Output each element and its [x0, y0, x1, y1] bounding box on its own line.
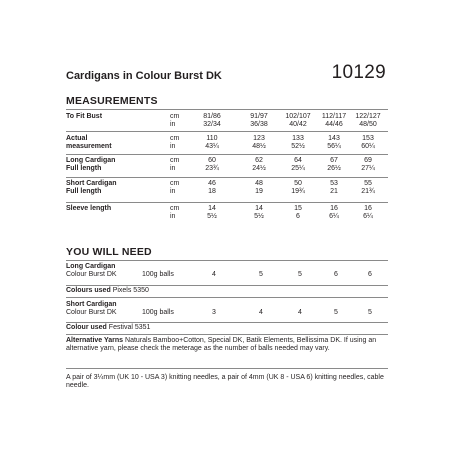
measurement-value: 6¼ — [363, 213, 373, 220]
measurement-label — [66, 135, 166, 151]
long-qty: 4 — [212, 271, 216, 278]
measurement-value: 110 — [206, 135, 218, 142]
unit-label: in — [170, 165, 176, 172]
divider — [66, 297, 388, 298]
short-cardigan-name: Short Cardigan — [66, 301, 117, 308]
measurement-value: 50 — [294, 180, 302, 187]
measurement-value: 24½ — [252, 165, 266, 172]
measurement-label — [66, 157, 166, 173]
divider — [66, 154, 388, 155]
needles-paragraph: A pair of 3¼mm (UK 10 - USA 3) knitting needles, a pair of 4mm (UK 8 - USA 6) knitting needles, cable needle. — [66, 374, 384, 390]
measurement-value: 44/46 — [325, 121, 343, 128]
short-colours-label: Colour used — [66, 324, 107, 331]
unit-label: cm — [170, 135, 180, 142]
long-qty: 5 — [298, 271, 302, 278]
measurement-value: 56¼ — [327, 143, 341, 150]
divider — [66, 285, 388, 286]
measurement-value: 14 — [208, 205, 216, 212]
measurement-value: 16 — [330, 205, 338, 212]
measurement-value: 53 — [330, 180, 338, 187]
long-colours-line — [66, 287, 388, 295]
measurement-value: 143 — [328, 135, 340, 142]
measurement-value: 91/97 — [250, 113, 268, 120]
measurement-value: 19¾ — [291, 188, 305, 195]
measurement-value: 18 — [208, 188, 216, 195]
measurement-value: 46 — [208, 180, 216, 187]
measurement-label — [66, 205, 166, 213]
long-balls-unit: 100g balls — [142, 271, 174, 278]
measurement-value: 60¼ — [361, 143, 375, 150]
measurement-value: 21 — [330, 188, 338, 195]
measurement-label-line: Actual — [66, 135, 88, 142]
long-colours-value: Pixels 5350 — [112, 287, 149, 294]
measurements-heading: MEASUREMENTS — [66, 95, 158, 107]
you-will-need-heading: YOU WILL NEED — [66, 246, 152, 258]
short-qty: 5 — [334, 309, 338, 316]
measurement-label-line: Long Cardigan — [66, 157, 116, 164]
measurement-value: 19 — [255, 188, 263, 195]
measurement-label-line: Full length — [66, 188, 102, 195]
measurement-value: 52½ — [291, 143, 305, 150]
long-colours-label: Colours used — [66, 287, 111, 294]
measurement-value: 14 — [255, 205, 263, 212]
measurement-label-line: To Fit Bust — [66, 113, 103, 120]
divider — [66, 368, 388, 369]
long-qty: 6 — [368, 271, 372, 278]
divider — [66, 260, 388, 261]
unit-label: cm — [170, 157, 180, 164]
measurement-value: 55 — [364, 180, 372, 187]
unit-label: cm — [170, 205, 180, 212]
measurement-value: 6 — [296, 213, 300, 220]
short-qty: 3 — [212, 309, 216, 316]
short-qty: 5 — [368, 309, 372, 316]
short-colours-value: Festival 5351 — [108, 324, 151, 331]
divider — [66, 177, 388, 178]
measurement-value: 122/127 — [355, 113, 381, 120]
measurement-value: 15 — [294, 205, 302, 212]
measurement-value: 64 — [294, 157, 302, 164]
unit-label: cm — [170, 180, 180, 187]
short-qty: 4 — [259, 309, 263, 316]
measurement-value: 26½ — [327, 165, 341, 172]
measurement-value: 81/86 — [203, 113, 221, 120]
measurement-label-line: Short Cardigan — [66, 180, 117, 187]
unit-label: in — [170, 188, 176, 195]
short-balls-unit: 100g balls — [142, 309, 174, 316]
measurement-value: 102/107 — [285, 113, 311, 120]
divider — [66, 322, 388, 323]
measurement-value: 36/38 — [250, 121, 268, 128]
unit-label: in — [170, 213, 176, 220]
divider — [66, 202, 388, 203]
short-qty: 4 — [298, 309, 302, 316]
measurement-value: 48½ — [252, 143, 266, 150]
measurement-value: 48/50 — [359, 121, 377, 128]
measurement-value: 62 — [255, 157, 263, 164]
pattern-number: 10129 — [331, 62, 386, 83]
alternative-yarns-label: Alternative Yarns — [66, 337, 124, 344]
divider — [66, 334, 388, 335]
measurement-value: 16 — [364, 205, 372, 212]
measurement-value: 6¼ — [329, 213, 339, 220]
measurement-value: 123 — [253, 135, 265, 142]
divider — [66, 109, 388, 110]
divider — [66, 131, 388, 132]
measurement-value: 5½ — [207, 213, 217, 220]
measurement-value: 23¾ — [205, 165, 219, 172]
long-yarn-name: Colour Burst DK — [66, 271, 117, 278]
long-qty: 5 — [259, 271, 263, 278]
measurement-label — [66, 113, 166, 121]
measurement-value: 60 — [208, 157, 216, 164]
page-title: Cardigans in Colour Burst DK — [66, 70, 222, 82]
measurement-value: 69 — [364, 157, 372, 164]
alternative-yarns-paragraph — [66, 337, 388, 353]
measurement-value: 43¼ — [205, 143, 219, 150]
unit-label: cm — [170, 113, 180, 120]
measurement-label-line: Full length — [66, 165, 102, 172]
measurement-label — [66, 180, 166, 196]
measurement-value: 112/117 — [321, 113, 347, 120]
short-yarn-name: Colour Burst DK — [66, 309, 117, 316]
measurement-value: 21¾ — [361, 188, 375, 195]
long-qty: 6 — [334, 271, 338, 278]
measurement-value: 25¼ — [291, 165, 305, 172]
measurement-label-line: Sleeve length — [66, 205, 112, 212]
measurement-value: 67 — [330, 157, 338, 164]
measurement-value: 133 — [292, 135, 304, 142]
measurement-value: 48 — [255, 180, 263, 187]
long-cardigan-name: Long Cardigan — [66, 263, 116, 270]
unit-label: in — [170, 143, 176, 150]
measurement-value: 153 — [362, 135, 374, 142]
measurement-value: 5½ — [254, 213, 264, 220]
unit-label: in — [170, 121, 176, 128]
alternative-yarns-text: Naturals Bamboo+Cotton, Special DK, Batik Elements, Bellissima DK. If using an alternative yarn, please check the meterage as the number of balls needed may vary. — [66, 337, 377, 353]
measurement-value: 40/42 — [289, 121, 307, 128]
short-colours-line — [66, 324, 388, 332]
measurement-value: 32/34 — [203, 121, 221, 128]
measurement-label-line: measurement — [66, 143, 112, 150]
measurement-value: 27¼ — [361, 165, 375, 172]
